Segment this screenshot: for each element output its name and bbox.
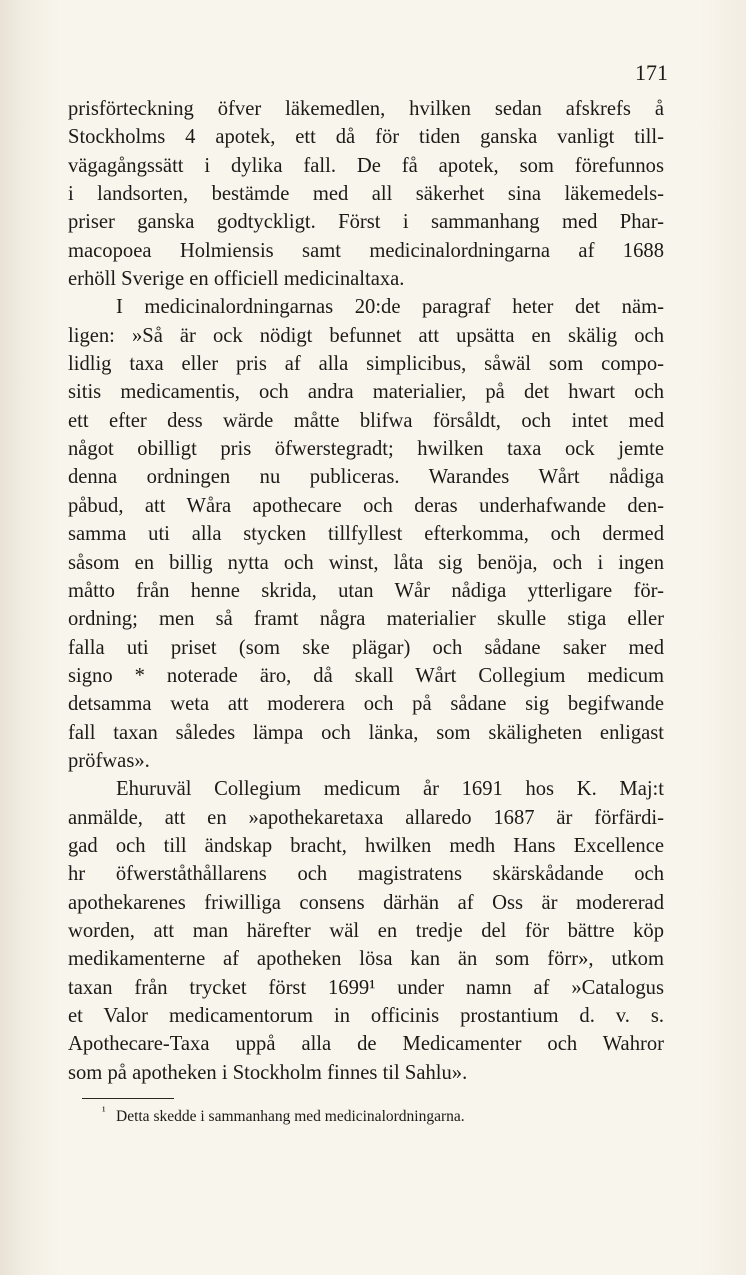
page-number: 171 — [635, 60, 668, 85]
body-text — [68, 95, 664, 1087]
text-line: apothekarenes friwilliga consens därhän af Oss är modererad — [68, 891, 664, 914]
text-line: samma uti alla stycken tillfyllest efterkomma, och dermed — [68, 523, 664, 546]
text-line: något obilligt pris öfwerstegradt; hwilken taxa ock jemte — [68, 438, 664, 461]
text-line: påbud, att Wåra apothecare och deras underhafwande den- — [68, 494, 664, 517]
text-line: pröfwas». — [68, 749, 150, 772]
text-line: macopoea Holmiensis samt medicinalordningarna af 1688 — [68, 239, 664, 262]
text-line: som på apotheken i Stockholm finnes til Sahlu». — [68, 1061, 468, 1084]
footnote-divider — [82, 1098, 174, 1099]
text-line: ett efter dess wärde måtte blifwa försåldt, och intet med — [68, 409, 664, 432]
text-line: hr öfwerståthållarens och magistratens skärskådande och — [68, 863, 664, 886]
text-line: falla uti priset (som ske plägar) och sådane saker med — [68, 636, 664, 659]
text-line: gad och till ändskap bracht, hwilken medh Hans Excellence — [68, 834, 664, 857]
text-line: detsamma weta att moderera och på sådane sig begifwande — [68, 693, 664, 716]
text-line: prisförteckning öfver läkemedlen, hvilken sedan afskrefs å — [68, 98, 664, 120]
text-line: et Valor medicamentorum in officinis prostantium d. v. s. — [68, 1005, 664, 1027]
text-line: Stockholms 4 apotek, ett då för tiden ganska vanligt till- — [68, 126, 664, 149]
text-line: lidlig taxa eller pris af alla simplicibus, såwäl som compo- — [68, 353, 664, 376]
text-line: anmälde, att en »apothekaretaxa allaredo 1687 är förfärdi- — [68, 806, 664, 829]
text-line: worden, att man härefter wäl en tredje del för bättre köp — [68, 919, 664, 942]
footnote — [102, 1104, 465, 1126]
text-line: fall taxan således lämpa och länka, som skäligheten enligast — [68, 721, 664, 744]
text-line: Ehuruväl Collegium medicum år 1691 hos K. Maj:t — [116, 778, 664, 801]
text-line: Apothecare-Taxa uppå alla de Medicamenter och Wahror — [68, 1033, 664, 1056]
text-line: sitis medicamentis, och andra materialier, på det hwart och — [68, 381, 664, 404]
text-line: denna ordningen nu publiceras. Warandes Wårt nådiga — [68, 466, 664, 489]
text-line: medikamenterne af apotheken lösa kan än som förr», utkom — [68, 948, 664, 971]
text-line: signo * noterade äro, då skall Wårt Collegium medicum — [68, 664, 664, 687]
text-line: ordning; men så framt några materialier skulle stiga eller — [68, 608, 664, 631]
text-line: i landsorten, bestämde med all säkerhet sina läkemedels- — [68, 183, 664, 206]
text-line: såsom en billig nytta och winst, låta sig benöja, och i ingen — [68, 551, 664, 574]
text-line: erhöll Sverige en officiell medicinaltaxa. — [68, 268, 405, 291]
text-line: ligen: »Så är ock nödigt befunnet att upsätta en skälig och — [68, 324, 664, 347]
text-line: vägagångssätt i dylika fall. De få apotek, som förefunnos — [68, 154, 664, 177]
text-line: taxan från trycket först 1699¹ under namn af »Catalogus — [68, 976, 664, 999]
text-line: I medicinalordningarnas 20:de paragraf heter det näm- — [116, 296, 664, 319]
text-line: priser ganska godtyckligt. Först i sammanhang med Phar- — [68, 211, 664, 234]
footnote-marker: ¹ — [102, 1104, 106, 1118]
text-line: måtto från henne skrida, utan Wår nådiga ytterligare för- — [68, 579, 664, 602]
footnote-text: Detta skedde i sammanhang med medicinalordningarna. — [116, 1108, 465, 1125]
